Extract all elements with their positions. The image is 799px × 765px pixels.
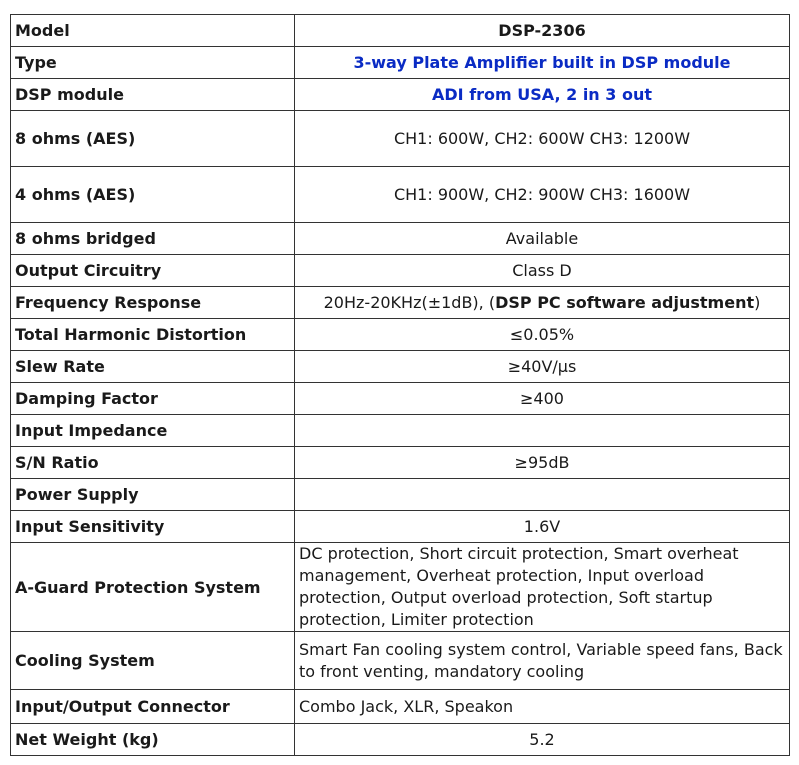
table-row-sn-ratio — [11, 447, 790, 479]
row-value: CH1: 900W, CH2: 900W CH3: 1600W — [295, 167, 790, 223]
row-label: Frequency Response — [11, 287, 295, 319]
table-row-net-weight — [11, 724, 790, 756]
row-label: Net Weight (kg) — [11, 724, 295, 756]
row-value — [295, 479, 790, 511]
row-label: 8 ohms (AES) — [11, 111, 295, 167]
table-row-cooling-system — [11, 632, 790, 690]
row-label: Model — [11, 15, 295, 47]
row-value: Class D — [295, 255, 790, 287]
row-label: Output Circuitry — [11, 255, 295, 287]
spec-table — [10, 14, 790, 756]
row-value: ≥40V/μs — [295, 351, 790, 383]
row-value: 5.2 — [295, 724, 790, 756]
table-row-type — [11, 47, 790, 79]
table-row-input-impedance — [11, 415, 790, 447]
row-value: ≥95dB — [295, 447, 790, 479]
row-value: 3-way Plate Amplifier built in DSP module — [295, 47, 790, 79]
table-row-slew-rate — [11, 351, 790, 383]
row-value: Available — [295, 223, 790, 255]
value-prefix: 20Hz-20KHz(±1dB), ( — [323, 293, 496, 312]
value-suffix: ) — [754, 293, 761, 312]
row-label: DSP module — [11, 79, 295, 111]
row-value: CH1: 600W, CH2: 600W CH3: 1200W — [295, 111, 790, 167]
row-label: Power Supply — [11, 479, 295, 511]
row-label: Slew Rate — [11, 351, 295, 383]
table-row-dsp-module — [11, 79, 790, 111]
row-value: 1.6V — [295, 511, 790, 543]
row-value — [295, 415, 790, 447]
row-label: 8 ohms bridged — [11, 223, 295, 255]
table-row-damping-factor — [11, 383, 790, 415]
table-row-input-sensitivity — [11, 511, 790, 543]
row-value: ≥400 — [295, 383, 790, 415]
table-row-8-ohms-bridged — [11, 223, 790, 255]
value-bold: DSP PC software adjustment — [495, 293, 755, 312]
row-value — [295, 287, 790, 319]
table-row-protection — [11, 543, 790, 632]
row-label: Cooling System — [11, 632, 295, 690]
row-label: Total Harmonic Distortion — [11, 319, 295, 351]
row-value: ≤0.05% — [295, 319, 790, 351]
row-value: Smart Fan cooling system control, Variable speed fans, Back to front venting, mandatory cooling — [295, 632, 790, 690]
table-row-frequency-response — [11, 287, 790, 319]
row-value: DC protection, Short circuit protection, Smart overheat management, Overheat protection, Input overload protection, Output overload protection, Soft startup protection, Limiter protection — [295, 543, 790, 632]
row-label: Type — [11, 47, 295, 79]
row-label: A-Guard Protection System — [11, 543, 295, 632]
row-label: Input/Output Connector — [11, 690, 295, 724]
row-label: 4 ohms (AES) — [11, 167, 295, 223]
table-row-power-supply — [11, 479, 790, 511]
table-row-thd — [11, 319, 790, 351]
table-row-model — [11, 15, 790, 47]
row-label: Damping Factor — [11, 383, 295, 415]
row-label: Input Impedance — [11, 415, 295, 447]
table-row-output-circuitry — [11, 255, 790, 287]
row-label: Input Sensitivity — [11, 511, 295, 543]
row-value: DSP-2306 — [295, 15, 790, 47]
row-value: ADI from USA, 2 in 3 out — [295, 79, 790, 111]
table-row-4-ohms — [11, 167, 790, 223]
row-value: Combo Jack, XLR, Speakon — [295, 690, 790, 724]
row-label: S/N Ratio — [11, 447, 295, 479]
table-row-8-ohms — [11, 111, 790, 167]
table-row-connector — [11, 690, 790, 724]
